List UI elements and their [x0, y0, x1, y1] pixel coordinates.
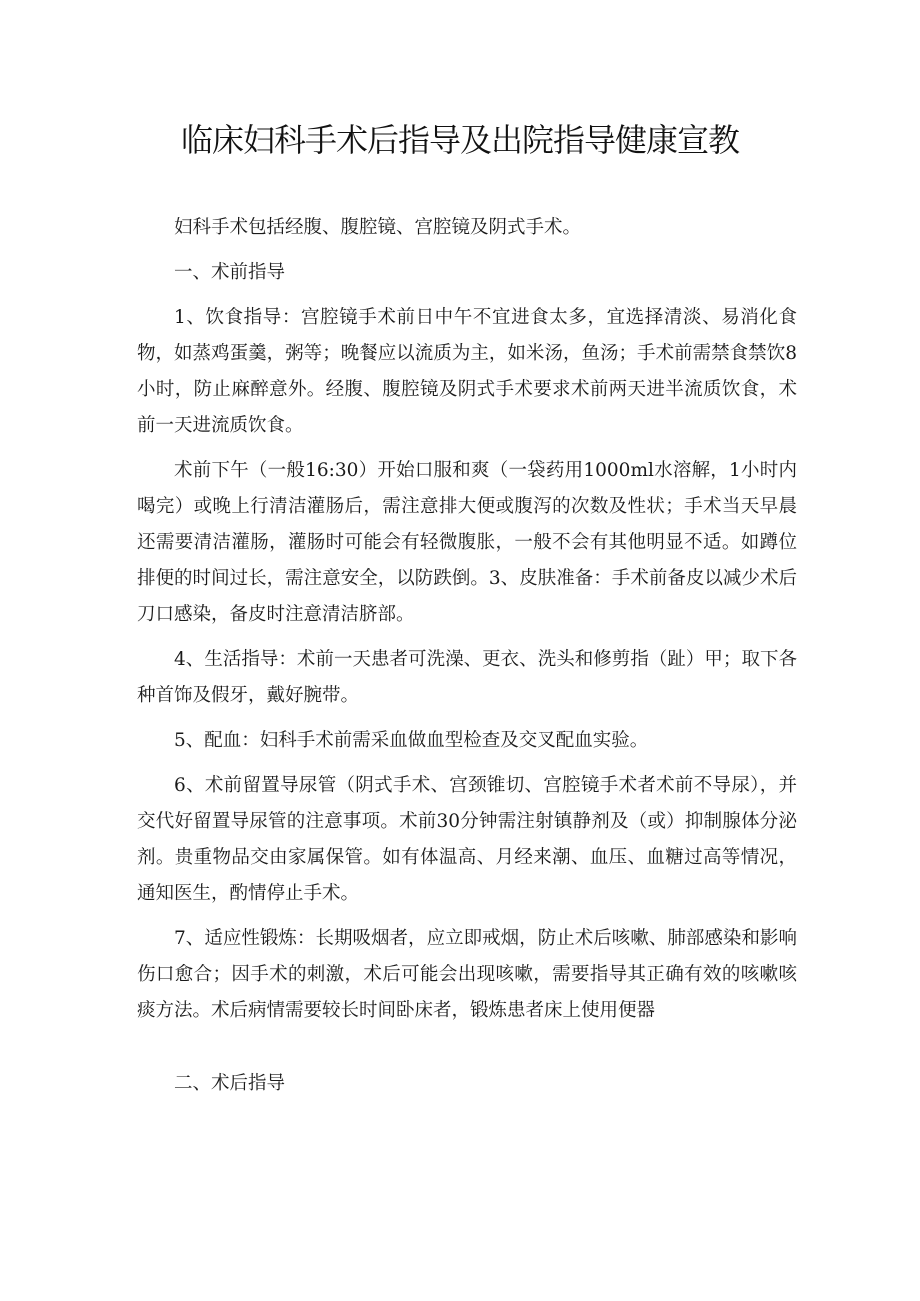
section-heading-postop: 二、术后指导: [174, 1073, 286, 1094]
paragraph-daily-life-guidance: 4、生活指导：术前一天患者可洗澡、更衣、洗头和修剪指（趾）甲；取下各种首饰及假牙，戴好腕带。: [137, 649, 797, 706]
document-title: 临床妇科手术后指导及出院指导健康宣教: [180, 121, 739, 159]
document-body: [137, 210, 797, 1111]
paragraph-blood-matching: 5、配血：妇科手术前需采血做血型检查及交叉配血实验。: [174, 730, 649, 751]
paragraph-bowel-prep: 术前下午（一般16:30）开始口服和爽（一袋药用1000ml水溶解，1小时内喝完）或晚上行清洁灌肠后，需注意排大便或腹泻的次数及性状；手术当天早晨还需要清洁灌肠，灌肠时可能会有轻微腹胀，一般不会有其他明显不适。如蹲位排便的时间过长，需注意安全，以防跌倒。3、皮肤准备：手术前备皮以减少术后刀口感染，备皮时注意清洁脐部。: [137, 460, 797, 625]
section-spacer: [137, 1038, 797, 1066]
section-heading-preop: 一、术前指导: [174, 262, 286, 283]
paragraph-urinary-catheter: 6、术前留置导尿管（阴式手术、宫颈锥切、宫腔镜手术者术前不导尿），并交代好留置导尿管的注意事项。术前30分钟需注射镇静剂及（或）抑制腺体分泌剂。贵重物品交由家属保管。如有体温高、月经来潮、血压、血糖过高等情况，通知医生，酌情停止手术。: [137, 775, 797, 904]
paragraph-adaptive-exercise: 7、适应性锻炼：长期吸烟者，应立即戒烟，防止术后咳嗽、肺部感染和影响伤口愈合；因手术的刺激，术后可能会出现咳嗽，需要指导其正确有效的咳嗽咳痰方法。术后病情需要较长时间卧床者，锻炼患者床上使用便器: [137, 928, 797, 1021]
intro-paragraph: 妇科手术包括经腹、腹腔镜、宫腔镜及阴式手术。: [174, 217, 582, 238]
paragraph-diet-guidance: 1、饮食指导：宫腔镜手术前日中午不宜进食太多，宜选择清淡、易消化食物，如蒸鸡蛋羹，粥等；晚餐应以流质为主，如米汤，鱼汤；手术前需禁食禁饮8小时，防止麻醉意外。经腹、腹腔镜及阴式手术要求术前两天进半流质饮食，术前一天进流质饮食。: [137, 307, 797, 436]
